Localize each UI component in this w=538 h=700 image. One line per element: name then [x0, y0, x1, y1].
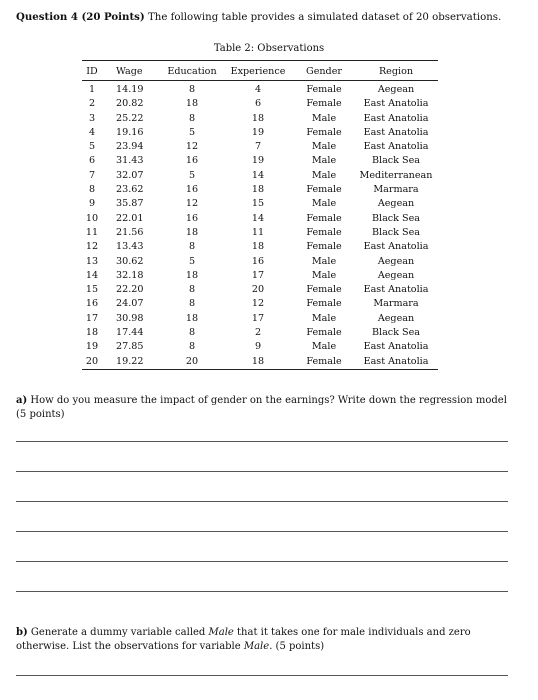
cell-wage: 20.82 [116, 98, 144, 110]
part-b-text-3: . (5 points) [269, 641, 325, 652]
cell-experience: 17 [251, 269, 265, 281]
cell-id: 2 [88, 98, 96, 110]
cell-experience: 19 [251, 155, 265, 167]
cell-wage: 22.20 [116, 284, 144, 296]
cell-wage: 31.43 [116, 155, 144, 167]
table-row [82, 126, 438, 140]
cell-gender: Female [306, 84, 342, 95]
question-label: Question 4 (20 Points) [16, 11, 145, 23]
part-b-question [16, 626, 516, 654]
question-text: The following table provides a simulated dataset of 20 observations. [144, 12, 502, 23]
cell-id: 14 [85, 269, 99, 281]
cell-education: 18 [185, 98, 199, 110]
table-row [82, 183, 438, 197]
cell-wage: 35.87 [116, 198, 144, 210]
cell-education: 12 [185, 141, 199, 153]
table-row [82, 240, 438, 254]
cell-experience: 6 [254, 98, 262, 110]
table-row [82, 97, 438, 111]
cell-wage: 25.22 [116, 112, 144, 124]
part-a-text: How do you measure the impact of gender on the earnings? Write down the regression model (5 points) [16, 395, 507, 420]
cell-gender: Male [311, 112, 337, 124]
table-row [82, 269, 438, 283]
cell-gender: Male [311, 198, 337, 210]
answer-line-2[interactable] [16, 471, 508, 472]
part-a-question [16, 394, 516, 422]
cell-education: 16 [185, 212, 199, 224]
cell-region: East Anatolia [363, 98, 429, 110]
cell-wage: 24.07 [116, 298, 144, 310]
cell-id: 1 [88, 84, 96, 95]
table-caption: Table 2: Observations [213, 43, 325, 54]
cell-id: 3 [88, 112, 96, 124]
cell-id: 8 [88, 184, 96, 196]
cell-experience: 16 [251, 255, 265, 267]
cell-region: Aegean [377, 269, 415, 281]
cell-region: Marmara [373, 184, 419, 196]
table-row [82, 297, 438, 311]
question-header [16, 10, 526, 25]
cell-wage: 14.19 [116, 84, 144, 95]
table-row [82, 312, 438, 326]
cell-gender: Male [311, 169, 337, 181]
cell-id: 19 [85, 341, 99, 353]
table-row [82, 197, 438, 211]
cell-id: 15 [85, 284, 99, 296]
cell-gender: Female [306, 98, 342, 110]
cell-region: Aegean [377, 255, 415, 267]
cell-education: 8 [188, 241, 196, 253]
cell-experience: 4 [254, 84, 262, 95]
cell-region: East Anatolia [354, 355, 438, 370]
cell-experience: 18 [251, 184, 265, 196]
cell-region: East Anatolia [363, 341, 429, 353]
col-header-education: Education [162, 61, 222, 81]
part-b-text-2: that it takes one for male individuals and zero otherwise. List the observations for variable [16, 627, 471, 652]
cell-education: 5 [188, 255, 196, 267]
answer-line-7[interactable] [16, 675, 508, 676]
cell-gender: Female [306, 226, 342, 238]
cell-gender: Female [306, 327, 342, 339]
cell-id: 16 [85, 298, 99, 310]
table-row [82, 255, 438, 269]
cell-wage: 30.62 [116, 255, 144, 267]
cell-experience: 18 [251, 112, 265, 124]
col-header-region: Region [354, 61, 438, 81]
cell-region: East Anatolia [363, 112, 429, 124]
part-b-variable-1: Male [208, 627, 234, 638]
cell-gender: Male [311, 141, 337, 153]
cell-id: 4 [88, 126, 96, 138]
cell-id: 11 [85, 226, 99, 238]
cell-id: 13 [85, 255, 99, 267]
col-header-id: ID [82, 61, 102, 81]
cell-wage: 19.22 [102, 355, 162, 370]
col-header-experience: Experience [222, 61, 294, 81]
cell-experience: 19 [251, 126, 265, 138]
cell-region: Mediterranean [359, 169, 433, 181]
table-body [82, 81, 438, 370]
cell-region: East Anatolia [363, 241, 429, 253]
table-row [82, 326, 438, 340]
part-b-label: b) [16, 627, 28, 638]
part-b-variable-2: Male [243, 641, 270, 652]
cell-gender: Female [306, 212, 342, 224]
cell-wage: 27.85 [116, 341, 144, 353]
cell-id: 20 [82, 355, 102, 370]
cell-region: Black Sea [371, 226, 421, 238]
cell-experience: 15 [251, 198, 265, 210]
part-b-text-1: Generate a dummy variable called [27, 627, 209, 638]
cell-id: 18 [85, 327, 99, 339]
table-row [82, 112, 438, 126]
cell-experience: 14 [251, 212, 265, 224]
cell-gender: Male [311, 312, 337, 324]
part-a-label: a) [16, 395, 28, 406]
cell-experience: 18 [222, 355, 294, 370]
answer-line-6[interactable] [16, 591, 508, 592]
cell-education: 16 [185, 155, 199, 167]
cell-gender: Female [306, 241, 342, 253]
cell-wage: 17.44 [116, 327, 144, 339]
cell-education: 20 [162, 355, 222, 370]
answer-line-5[interactable] [16, 561, 508, 562]
table-row [82, 226, 438, 240]
cell-region: Black Sea [371, 155, 421, 167]
cell-experience: 17 [251, 312, 265, 324]
cell-gender: Female [306, 184, 342, 196]
cell-gender: Male [311, 255, 337, 267]
cell-gender: Male [311, 155, 337, 167]
cell-id: 7 [88, 169, 96, 181]
cell-id: 9 [88, 198, 96, 210]
cell-education: 8 [188, 84, 196, 95]
cell-education: 5 [188, 126, 196, 138]
table-row [82, 355, 438, 370]
cell-education: 16 [185, 184, 199, 196]
cell-gender: Female [306, 126, 342, 138]
cell-id: 5 [88, 141, 96, 153]
table-row [82, 154, 438, 168]
cell-wage: 21.56 [116, 226, 144, 238]
cell-gender: Male [311, 341, 337, 353]
table-row [82, 81, 438, 98]
cell-id: 10 [85, 212, 99, 224]
cell-education: 18 [185, 269, 199, 281]
answer-line-4[interactable] [16, 531, 508, 532]
cell-region: Aegean [377, 84, 415, 95]
table-row [82, 283, 438, 297]
cell-experience: 2 [254, 327, 262, 339]
cell-education: 8 [188, 298, 196, 310]
cell-wage: 22.01 [116, 212, 144, 224]
table-header-row [82, 61, 438, 81]
cell-education: 18 [185, 312, 199, 324]
cell-wage: 32.07 [116, 169, 144, 181]
cell-id: 6 [88, 155, 96, 167]
cell-region: Aegean [377, 312, 415, 324]
cell-id: 17 [85, 312, 99, 324]
cell-education: 8 [188, 341, 196, 353]
cell-region: East Anatolia [363, 126, 429, 138]
cell-wage: 30.98 [116, 312, 144, 324]
cell-region: East Anatolia [363, 141, 429, 153]
cell-wage: 23.62 [116, 184, 144, 196]
table-row [82, 140, 438, 154]
cell-region: Black Sea [371, 212, 421, 224]
cell-region: East Anatolia [363, 284, 429, 296]
cell-experience: 14 [251, 169, 265, 181]
cell-gender: Female [294, 355, 354, 370]
cell-experience: 7 [254, 141, 262, 153]
observations-table [82, 60, 438, 370]
cell-region: Aegean [377, 198, 415, 210]
cell-experience: 20 [251, 284, 265, 296]
cell-experience: 11 [251, 226, 265, 238]
table-row [82, 212, 438, 226]
cell-education: 5 [188, 169, 196, 181]
cell-gender: Male [311, 269, 337, 281]
cell-wage: 13.43 [116, 241, 144, 253]
cell-wage: 23.94 [116, 141, 144, 153]
table-row [82, 169, 438, 183]
cell-wage: 19.16 [116, 126, 144, 138]
cell-experience: 18 [251, 241, 265, 253]
cell-education: 8 [188, 327, 196, 339]
answer-line-3[interactable] [16, 501, 508, 502]
cell-experience: 12 [251, 298, 265, 310]
cell-gender: Female [306, 298, 342, 310]
cell-education: 12 [185, 198, 199, 210]
answer-line-1[interactable] [16, 441, 508, 442]
cell-gender: Female [306, 284, 342, 296]
cell-region: Marmara [373, 298, 419, 310]
cell-education: 8 [188, 112, 196, 124]
col-header-wage: Wage [102, 61, 162, 81]
cell-experience: 9 [254, 341, 262, 353]
table-row [82, 340, 438, 354]
cell-id: 12 [85, 241, 99, 253]
cell-wage: 32.18 [116, 269, 144, 281]
cell-education: 8 [188, 284, 196, 296]
cell-education: 18 [185, 226, 199, 238]
col-header-gender: Gender [294, 61, 354, 81]
cell-region: Black Sea [371, 327, 421, 339]
